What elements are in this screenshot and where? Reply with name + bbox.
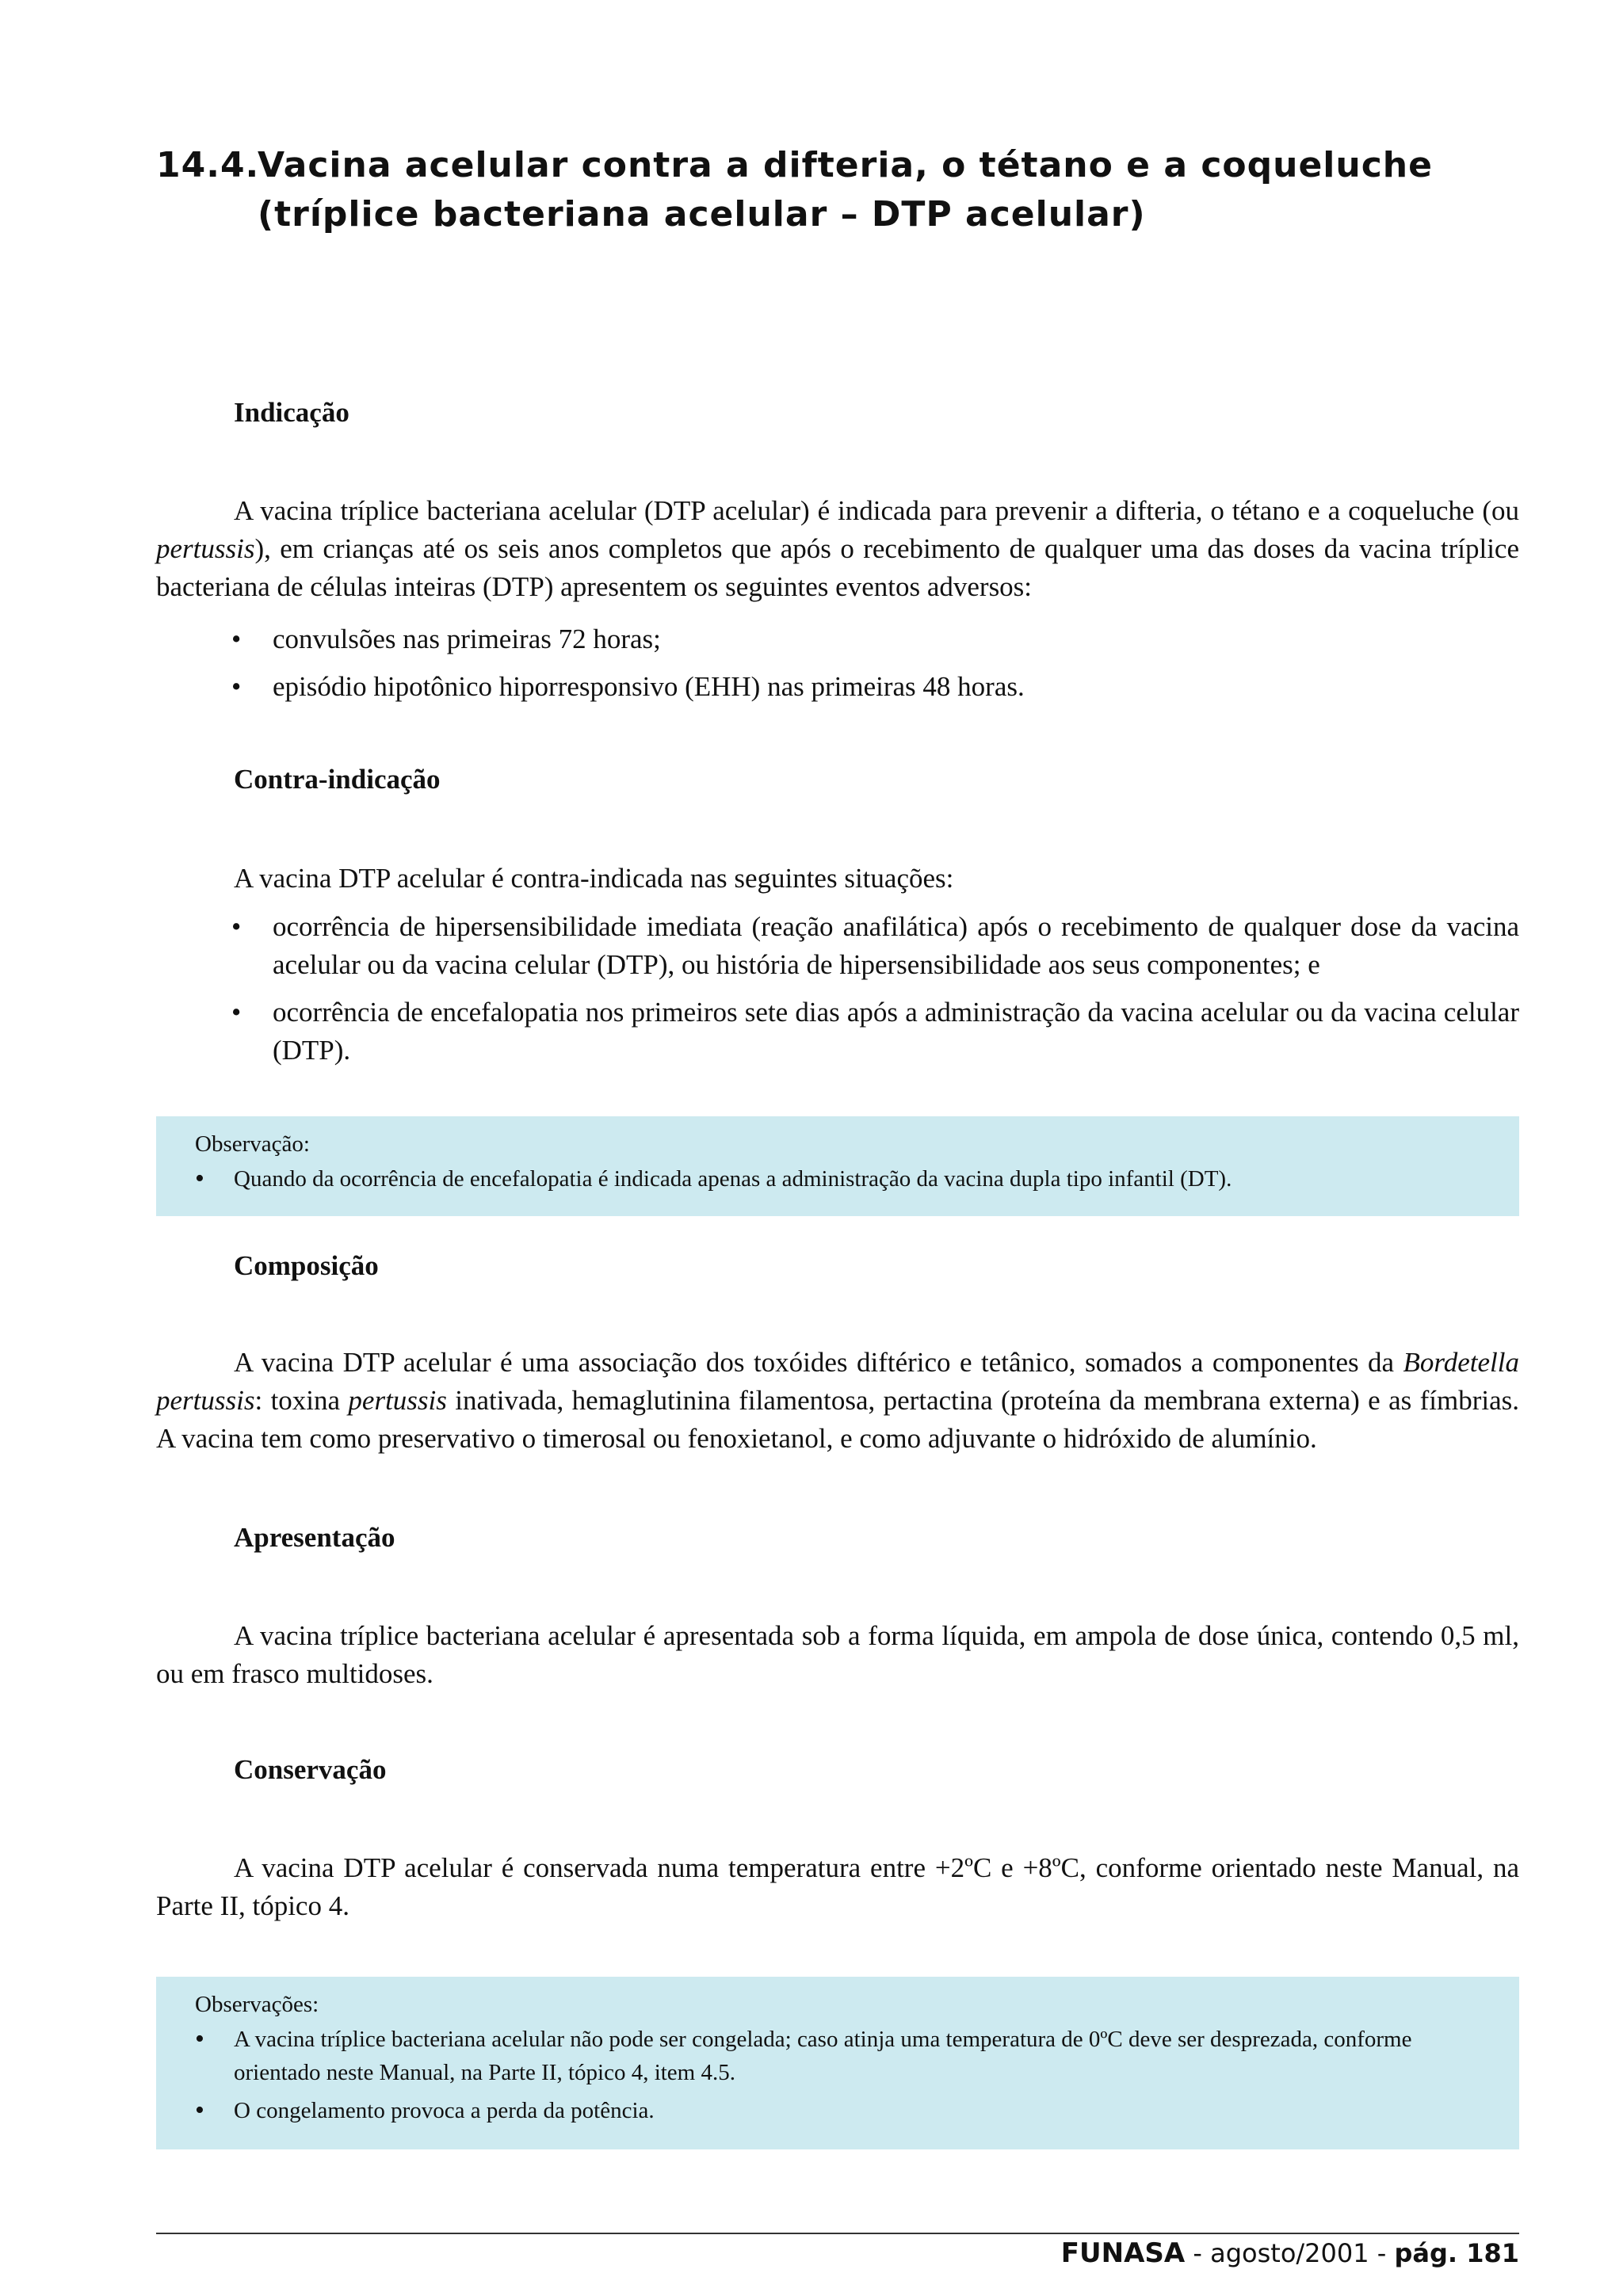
note-item: • Quando da ocorrência de encefalopatia é indicada apenas a administração da vacina dupla tipo infantil (DT). — [195, 1162, 1480, 1196]
bullet-icon: • — [231, 997, 242, 1028]
note-label: Observações: — [195, 1992, 319, 2017]
paragraph-apresentacao: A vacina tríplice bacteriana acelular é apresentada sob a forma líquida, em ampola de dose única, contendo 0,5 ml, ou em frasco multidoses. — [156, 1620, 1519, 1689]
note-label: Observação: — [195, 1131, 310, 1157]
list-indicacao — [231, 620, 1519, 706]
section-title-line2: (tríplice bacteriana acelular – DTP acelular) — [258, 194, 1146, 235]
list-item: • ocorrência de hipersensibilidade imediata (reação anafilática) após o recebimento de qualquer dose da vacina acelular ou da vacina celular (DTP), ou história de hipersensibilidade aos seus componentes; e — [231, 908, 1519, 984]
list-item: • ocorrência de encefalopatia nos primeiros sete dias após a administração da vacina acelular ou da vacina celular (DTP). — [231, 994, 1519, 1070]
footer-divider — [156, 2233, 1519, 2234]
heading-conservacao: Conservação — [234, 1754, 387, 1785]
bullet-icon: • — [195, 2024, 204, 2054]
page-number: pág. 181 — [1394, 2238, 1519, 2268]
page-footer — [1061, 2236, 1519, 2271]
bullet-icon: • — [231, 911, 242, 942]
heading-contra-indicacao: Contra-indicação — [234, 764, 441, 795]
paragraph-indicacao: A vacina tríplice bacteriana acelular (DTP acelular) é indicada para prevenir a difteria, o tétano e a coqueluche (ou pertussis), em crianças até os seis anos completos que após o recebimento de qualquer uma das doses da vacina tríplice bacteriana de células inteiras (DTP) apresentem os seguintes eventos adversos: — [156, 495, 1519, 602]
heading-composicao: Composição — [234, 1250, 379, 1281]
note-item: • O congelamento provoca a perda da potência. — [195, 2094, 1480, 2127]
note-observacao — [156, 1116, 1519, 1216]
list-contra-indicacao — [231, 908, 1519, 1070]
bullet-icon: • — [195, 2096, 204, 2125]
note-item: • A vacina tríplice bacteriana acelular não pode ser congelada; caso atinja uma temperatura de 0ºC deve ser desprezada, conforme orientado neste Manual, na Parte II, tópico 4, item 4.5. — [195, 2024, 1412, 2085]
section-title-line1: Vacina acelular contra a difteria, o tétano e a coqueluche — [258, 145, 1433, 185]
note-list — [195, 1162, 1480, 1196]
paragraph-composicao: A vacina DTP acelular é uma associação dos toxóides diftérico e tetânico, somados a componentes da Bordetella pertussis: toxina pertussis inativada, hemaglutinina filamentosa, pertactina (proteína da membrana externa) e as fímbrias. A vacina tem como preservativo o timerosal ou fenoxietanol, e como adjuvante o hidróxido de alumínio. — [156, 1347, 1519, 1454]
footer-date: - agosto/2001 - — [1185, 2238, 1395, 2268]
heading-indicacao: Indicação — [234, 397, 349, 428]
section-number: 14.4. — [156, 145, 260, 185]
paragraph-contra-indicacao: A vacina DTP acelular é contra-indicada nas seguintes situações: — [234, 863, 954, 894]
heading-apresentacao: Apresentação — [234, 1522, 395, 1553]
list-item: • convulsões nas primeiras 72 horas; — [231, 620, 1519, 658]
footer-brand: FUNASA — [1060, 2237, 1186, 2269]
paragraph-conservacao: A vacina DTP acelular é conservada numa temperatura entre +2ºC e +8ºC, conforme orientado neste Manual, na Parte II, tópico 4. — [156, 1852, 1519, 1921]
section-title — [156, 141, 1519, 239]
bullet-icon: • — [231, 671, 242, 702]
note-observacoes — [156, 1977, 1519, 2149]
bullet-icon: • — [195, 1164, 204, 1193]
note-list — [195, 2023, 1480, 2127]
bullet-icon: • — [231, 624, 242, 654]
list-item: • episódio hipotônico hiporresponsivo (EHH) nas primeiras 48 horas. — [231, 668, 1519, 706]
